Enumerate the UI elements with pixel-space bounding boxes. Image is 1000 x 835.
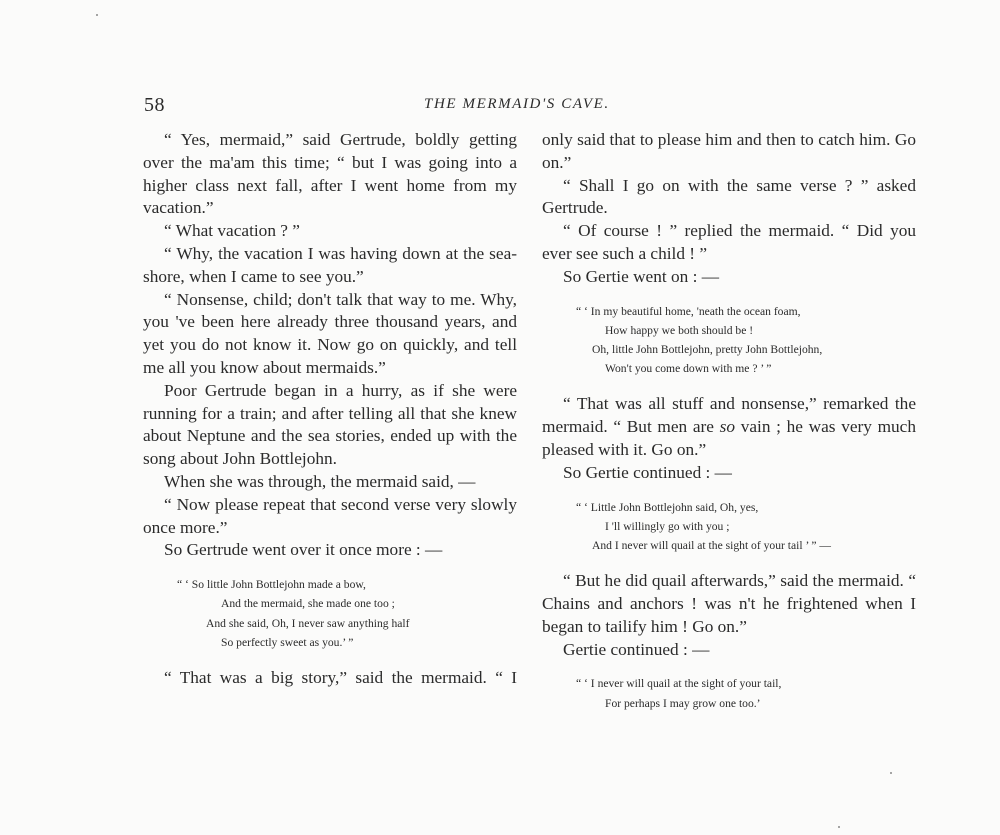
text-run: vain ; he was very much pleased with it. Go on.” (542, 417, 916, 459)
paper-speck (96, 14, 98, 16)
verse-block (177, 575, 517, 652)
paper-speck (890, 772, 892, 774)
verse-line: So perfectly sweet as you.’ ” (221, 635, 354, 649)
text-run: “ That was all stuff and nonsense,” remarked the mermaid. “ But men are (542, 394, 916, 437)
paragraph: Gertie continued : — (563, 639, 710, 659)
verse-block (576, 498, 916, 556)
paragraph: “ But he did quail afterwards,” said the mermaid. “ Chains and anchors ! was n't he frightened when I began to tailify him ! Go on.” (542, 571, 916, 636)
paragraph: So Gertrude went over it once more : — (164, 540, 443, 560)
verse-line: And she said, Oh, I never saw anything half (206, 616, 410, 630)
paragraph: So Gertie continued : — (563, 462, 732, 482)
verse-line: And the mermaid, she made one too ; (221, 597, 395, 611)
page-number: 58 (144, 94, 165, 116)
verse-line: Oh, little John Bottlejohn, pretty John Bottlejohn, (592, 342, 823, 356)
verse-line: “ ‘ In my beautiful home, 'neath the ocean foam, (576, 304, 801, 318)
paragraph: “ Yes, mermaid,” said Gertrude, boldly getting over the ma'am this time; “ but I was going into a higher class next fall, after I went home from my vacation.” (143, 130, 517, 218)
verse-line: “ ‘ So little John Bottlejohn made a bow, (177, 578, 366, 592)
paragraph: So Gertie went on : — (563, 266, 719, 286)
verse-line: Won't you come down with me ? ’ ” (605, 362, 772, 376)
emphasis: so (719, 417, 736, 437)
paragraph: When she was through, the mermaid said, — (164, 471, 476, 491)
paragraph: “ Why, the vacation I was having down at the sea-shore, when I came to see you.” (143, 243, 517, 286)
verse-line: For perhaps I may grow one too.’ (605, 696, 761, 710)
verse-line: “ ‘ Little John Bottlejohn said, Oh, yes, (576, 500, 759, 514)
paper-speck (838, 826, 840, 828)
verse-line: How happy we both should be ! (605, 323, 754, 337)
paragraph: “ That was a big story,” said the mermaid. “ I (164, 667, 517, 687)
left-column (143, 129, 517, 690)
running-head-title: THE MERMAID'S CAVE. (424, 96, 610, 112)
verse-line: And I never will quail at the sight of your tail ’ ” — (592, 538, 832, 552)
verse-block (576, 674, 916, 712)
paragraph (542, 393, 916, 461)
paragraph: “ What vacation ? ” (164, 221, 300, 241)
paragraph: only said that to please him and then to catch him. Go on.” (542, 130, 916, 172)
paragraph: “ Nonsense, child; don't talk that way to me. Why, you 've been here already three thousand years, and yet you do not know it. Now go on quickly, and tell me all you know about mermaids.” (143, 289, 517, 377)
right-column (542, 129, 916, 728)
verse-line: “ ‘ I never will quail at the sight of your tail, (576, 677, 782, 691)
paragraph: “ Of course ! ” replied the mermaid. “ Did you ever see such a child ! ” (542, 221, 916, 263)
paragraph: “ Now please repeat that second verse very slowly once more.” (143, 494, 517, 537)
paragraph: “ Shall I go on with the same verse ? ” asked Gertrude. (542, 175, 916, 218)
verse-line: I 'll willingly go with you ; (605, 519, 730, 533)
paragraph: Poor Gertrude began in a hurry, as if she were running for a train; and after telling all that she knew about Neptune and the sea stories, ended up with the song about John Bottlejohn. (143, 380, 517, 469)
verse-block (576, 302, 916, 379)
